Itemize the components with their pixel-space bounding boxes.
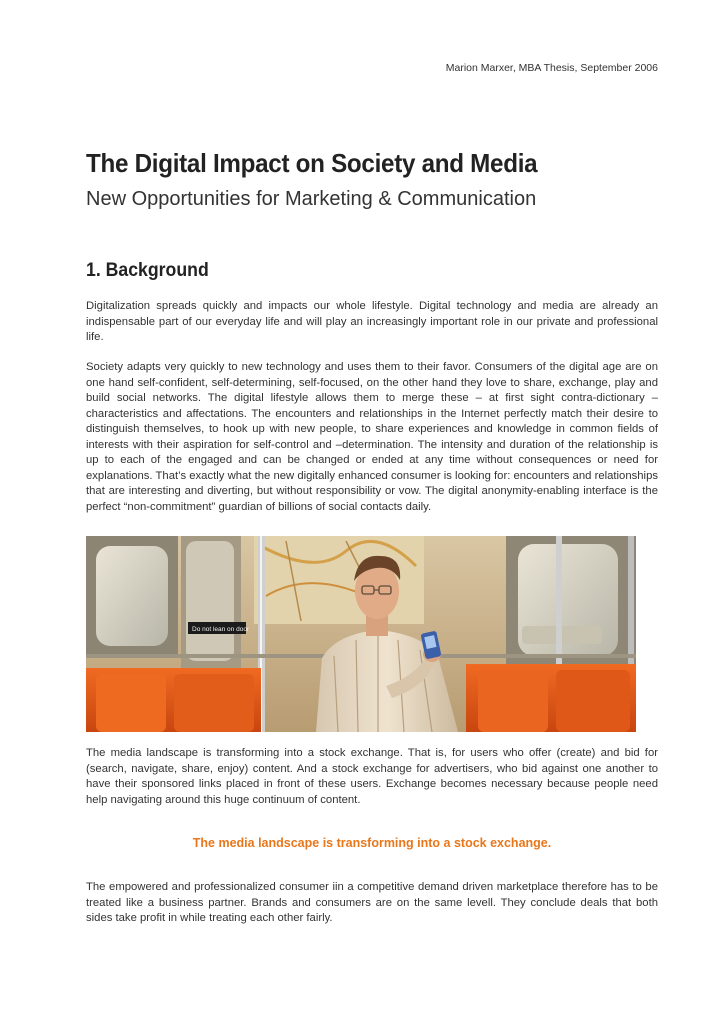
section-heading: 1. Background <box>86 260 209 281</box>
paragraph-intro: Digitalization spreads quickly and impacts our whole lifestyle. Digital technology and media are already an indispensable part of our everyday life and will play an increasingly important role in our private and professional life. <box>86 300 658 343</box>
document-subtitle: New Opportunities for Marketing & Communication <box>86 188 537 210</box>
paragraph-society: Society adapts very quickly to new technology and uses them to their favor. Consumers of the digital age are on one hand self-confident, self-determining, self-focused, on the other hand they love to share, exchange, play and build social networks. The digital lifestyle allows them to merge these – at first sight contra-dictionary – characteristics and affectations. The encounters and relationships in the Internet perfectly match their desire to distinguish themselves, to hook up with new people, to share experiences and knowledge in common fields of interests with their aspiration for self-control and –determination. The intensity and duration of the relationship is up to each of the engaged and can be changed or ended at any time without consequences or need for explanations. That’s exactly what the new digitally enhanced consumer is looking for: encounters and relationships that are interesting and diverting, but without responsibility or vow. The digital anonymity-enabling interface is the perfect “non-commitment” guardian of billions of social contacts daily. <box>86 361 658 513</box>
paragraph-consumer: The empowered and professionalized consumer iin a competitive demand driven marketplace therefore has to be treated like a business partner. Brands and consumers are on the same levell. They conclude deals that both sides take profit in while treating each other fairly. <box>86 881 658 924</box>
header-note: Marion Marxer, MBA Thesis, September 2006 <box>445 62 658 74</box>
document-title: The Digital Impact on Society and Media <box>86 148 538 178</box>
door-sign-text: Do not lean on door <box>192 626 250 633</box>
subway-photo <box>86 536 636 732</box>
pull-quote: The media landscape is transforming into a stock exchange. <box>192 836 552 850</box>
paragraph-media-landscape: The media landscape is transforming into a stock exchange. That is, for users who offer (create) and bid for (search, navigate, share, enjoy) content. And a stock exchange for advertisers, who bid against one another to have their sponsored links placed in front of these users. Exchange becomes necessary because people need help navigating around this huge continuum of content. <box>86 747 658 806</box>
